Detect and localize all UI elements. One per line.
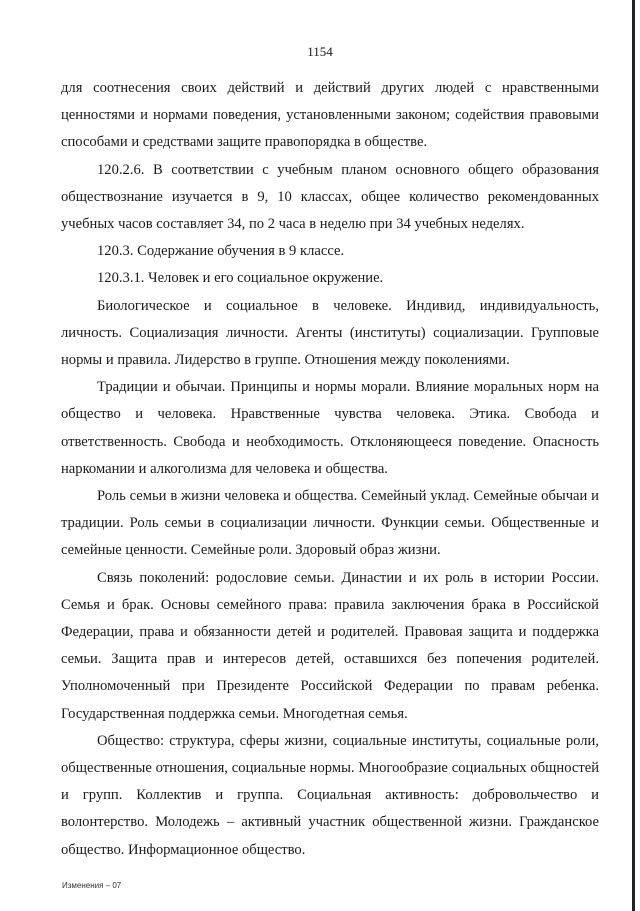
paragraph-120-2-6: 120.2.6. В соответствии с учебным планом основного общего образования обществознание изучается в 9, 10 классах, общее количество рекомендованных учебных часов составляет 34, по 2 часа в неделю при 34 учебных неделях. bbox=[61, 161, 599, 233]
footer-revision: Изменения – 07 bbox=[62, 881, 122, 890]
page-number: 1154 bbox=[307, 44, 333, 59]
scan-edge bbox=[632, 0, 635, 911]
paragraph-society: Общество: структура, сферы жизни, социальные институты, социальные роли, общественные отношения, социальные нормы. Многообразие социальных общностей и групп. Коллектив и группа. Социальная активность: добровольчество и волонтерство. Молодежь – активный участник общественной жизни. Гражданское общество. Информационное общество. bbox=[61, 732, 599, 858]
paragraph-biological-social: Биологическое и социальное в человеке. Индивид, индивидуальность, личность. Социализация личности. Агенты (институты) социализации. Групповые нормы и правила. Лидерство в группе. Отношения между поколениями. bbox=[61, 297, 599, 369]
paragraph-120-3-heading: 120.3. Содержание обучения в 9 классе. bbox=[97, 243, 345, 260]
paragraph-traditions-customs: Традиции и обычаи. Принципы и нормы морали. Влияние моральных норм на общество и человека. Нравственные чувства человека. Этика. Свобода и ответственность. Свобода и необходимость. Отклоняющееся поведение. Опасность наркомании и алкоголизма для человека и общества. bbox=[61, 379, 599, 477]
paragraph-120-3-1-heading: 120.3.1. Человек и его социальное окружение. bbox=[97, 270, 384, 287]
paragraph-family-role: Роль семьи в жизни человека и общества. Семейный уклад. Семейные обычаи и традиции. Роль семьи в социализации личности. Функции семьи. Общественные и семейные ценности. Семейные роли. Здоровый образ жизни. bbox=[61, 488, 599, 559]
body-text bbox=[61, 75, 599, 864]
paragraph-continuation: для соотнесения своих действий и действий других людей с нравственными ценностями и нормами поведения, установленными законом; содействия правовыми способами и средствами защите правопорядка в обществе. bbox=[61, 80, 599, 151]
paragraph-generations: Связь поколений: родословие семьи. Династии и их роль в истории России. Семья и брак. Основы семейного права: правила заключения брака в Российской Федерации, права и обязанности детей и родителей. Правовая защита и поддержка семьи. Защита прав и интересов детей, оставшихся без попечения родителей. Уполномоченный при Президенте Российской Федерации по правам ребенка. Государственная поддержка семьи. Многодетная семья. bbox=[61, 569, 599, 722]
